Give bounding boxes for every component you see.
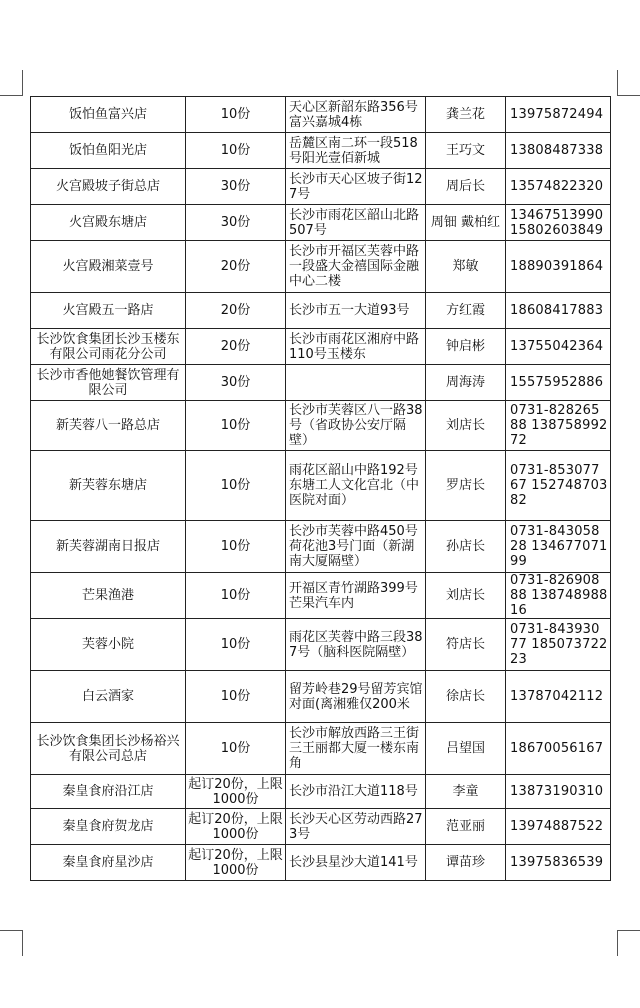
restaurant-name-cell: 秦皇食府星沙店 <box>31 845 186 881</box>
phone-cell: 13787042112 <box>506 671 611 723</box>
quantity-cell: 起订20份，上限1000份 <box>186 845 286 881</box>
phone-cell: 0731-85307767 15274870382 <box>506 451 611 521</box>
contact-cell: 李童 <box>426 775 506 809</box>
phone-cell: 13467513990 15802603849 <box>506 205 611 241</box>
table-row <box>31 329 611 365</box>
quantity-cell: 10份 <box>186 723 286 775</box>
table-row <box>31 775 611 809</box>
restaurant-name-cell: 饭怕鱼富兴店 <box>31 97 186 133</box>
phone-cell: 0731-82826588 13875899272 <box>506 401 611 451</box>
table-row <box>31 451 611 521</box>
quantity-cell: 10份 <box>186 619 286 671</box>
quantity-cell: 10份 <box>186 451 286 521</box>
address-cell: 长沙市芙蓉区八一路38号（省政协公安厅隔壁） <box>286 401 426 451</box>
quantity-cell: 20份 <box>186 293 286 329</box>
contact-cell: 孙店长 <box>426 521 506 573</box>
restaurant-name-cell: 芒果渔港 <box>31 573 186 619</box>
phone-cell: 13975836539 <box>506 845 611 881</box>
restaurant-name-cell: 白云酒家 <box>31 671 186 723</box>
crop-mark <box>0 930 22 931</box>
phone-cell: 15575952886 <box>506 365 611 401</box>
table-row <box>31 809 611 845</box>
address-cell: 留芳岭巷29号留芳宾馆对面(离湘雅仅200米 <box>286 671 426 723</box>
address-cell: 长沙市开福区芙蓉中路一段盛大金禧国际金融中心二楼 <box>286 241 426 293</box>
phone-cell: 0731-84305828 13467707199 <box>506 521 611 573</box>
quantity-cell: 10份 <box>186 671 286 723</box>
table-row <box>31 573 611 619</box>
restaurant-name-cell: 饭怕鱼阳光店 <box>31 133 186 169</box>
contact-cell: 范亚丽 <box>426 809 506 845</box>
quantity-cell: 10份 <box>186 97 286 133</box>
table-row <box>31 293 611 329</box>
contact-cell: 王巧文 <box>426 133 506 169</box>
table-row <box>31 365 611 401</box>
quantity-cell: 30份 <box>186 169 286 205</box>
restaurant-name-cell: 秦皇食府贺龙店 <box>31 809 186 845</box>
phone-cell: 13974887522 <box>506 809 611 845</box>
contact-cell: 周钿 戴柏红 <box>426 205 506 241</box>
contact-cell: 钟启彬 <box>426 329 506 365</box>
restaurant-name-cell: 长沙市香他她餐饮管理有限公司 <box>31 365 186 401</box>
contact-cell: 龚兰花 <box>426 97 506 133</box>
quantity-cell: 20份 <box>186 241 286 293</box>
restaurant-name-cell: 新芙蓉东塘店 <box>31 451 186 521</box>
table-row <box>31 97 611 133</box>
quantity-cell: 30份 <box>186 365 286 401</box>
address-cell: 岳麓区南二环一段518号阳光壹佰新城 <box>286 133 426 169</box>
crop-mark <box>617 70 618 96</box>
quantity-cell: 10份 <box>186 573 286 619</box>
contact-cell: 郑敏 <box>426 241 506 293</box>
phone-cell: 18670056167 <box>506 723 611 775</box>
crop-mark <box>22 70 23 96</box>
restaurant-name-cell: 新芙蓉八一路总店 <box>31 401 186 451</box>
quantity-cell: 起订20份，上限1000份 <box>186 809 286 845</box>
table-row <box>31 671 611 723</box>
table-row <box>31 521 611 573</box>
contact-cell: 吕望国 <box>426 723 506 775</box>
quantity-cell: 10份 <box>186 521 286 573</box>
contact-cell: 方红霞 <box>426 293 506 329</box>
phone-cell: 13574822320 <box>506 169 611 205</box>
address-cell: 雨花区韶山中路192号东塘工人文化宫北（中医院对面） <box>286 451 426 521</box>
crop-mark <box>22 930 23 956</box>
quantity-cell: 20份 <box>186 329 286 365</box>
table-body <box>31 97 611 881</box>
quantity-cell: 起订20份，上限1000份 <box>186 775 286 809</box>
crop-mark <box>0 95 22 96</box>
contact-cell: 刘店长 <box>426 573 506 619</box>
address-cell: 长沙县星沙大道141号 <box>286 845 426 881</box>
table-row <box>31 723 611 775</box>
address-cell: 长沙市沿江大道118号 <box>286 775 426 809</box>
crop-mark <box>617 95 640 96</box>
table-row <box>31 169 611 205</box>
phone-cell: 13755042364 <box>506 329 611 365</box>
phone-cell: 13975872494 <box>506 97 611 133</box>
phone-cell: 13873190310 <box>506 775 611 809</box>
phone-cell: 18890391864 <box>506 241 611 293</box>
restaurant-name-cell: 火宫殿坡子街总店 <box>31 169 186 205</box>
address-cell: 长沙市天心区坡子街127号 <box>286 169 426 205</box>
table-row <box>31 619 611 671</box>
table-row <box>31 845 611 881</box>
restaurant-name-cell: 长沙饮食集团长沙玉楼东有限公司雨花分公司 <box>31 329 186 365</box>
address-cell: 长沙市芙蓉中路450号荷花池3号门面（新湖南大厦隔壁） <box>286 521 426 573</box>
contact-cell: 符店长 <box>426 619 506 671</box>
address-cell: 雨花区芙蓉中路三段387号（脑科医院隔壁） <box>286 619 426 671</box>
restaurant-name-cell: 火宫殿东塘店 <box>31 205 186 241</box>
phone-cell: 13808487338 <box>506 133 611 169</box>
phone-cell: 18608417883 <box>506 293 611 329</box>
contact-cell: 徐店长 <box>426 671 506 723</box>
restaurant-name-cell: 芙蓉小院 <box>31 619 186 671</box>
contact-cell: 周后长 <box>426 169 506 205</box>
phone-cell: 0731-84393077 18507372223 <box>506 619 611 671</box>
table-row <box>31 241 611 293</box>
address-cell <box>286 365 426 401</box>
restaurant-name-cell: 火宫殿湘菜壹号 <box>31 241 186 293</box>
address-cell: 长沙市五一大道93号 <box>286 293 426 329</box>
address-cell: 长沙天心区劳动西路273号 <box>286 809 426 845</box>
contact-cell: 周海涛 <box>426 365 506 401</box>
contact-cell: 罗店长 <box>426 451 506 521</box>
address-cell: 天心区新韶东路356号富兴嘉城4栋 <box>286 97 426 133</box>
crop-mark <box>617 930 640 931</box>
phone-cell: 0731-82690888 13874898816 <box>506 573 611 619</box>
quantity-cell: 10份 <box>186 133 286 169</box>
restaurant-name-cell: 长沙饮食集团长沙杨裕兴有限公司总店 <box>31 723 186 775</box>
address-cell: 长沙市雨花区湘府中路110号玉楼东 <box>286 329 426 365</box>
quantity-cell: 30份 <box>186 205 286 241</box>
contact-cell: 刘店长 <box>426 401 506 451</box>
address-cell: 长沙市雨花区韶山北路507号 <box>286 205 426 241</box>
address-cell: 开福区青竹湖路399号芒果汽车内 <box>286 573 426 619</box>
restaurant-name-cell: 新芙蓉湖南日报店 <box>31 521 186 573</box>
restaurant-name-cell: 火宫殿五一路店 <box>31 293 186 329</box>
contact-cell: 谭苗珍 <box>426 845 506 881</box>
table-row <box>31 133 611 169</box>
table-row <box>31 401 611 451</box>
table-row <box>31 205 611 241</box>
quantity-cell: 10份 <box>186 401 286 451</box>
address-cell: 长沙市解放西路三王街三王丽都大厦一楼东南角 <box>286 723 426 775</box>
restaurant-name-cell: 秦皇食府沿江店 <box>31 775 186 809</box>
restaurant-table <box>30 96 611 881</box>
crop-mark <box>617 930 618 956</box>
